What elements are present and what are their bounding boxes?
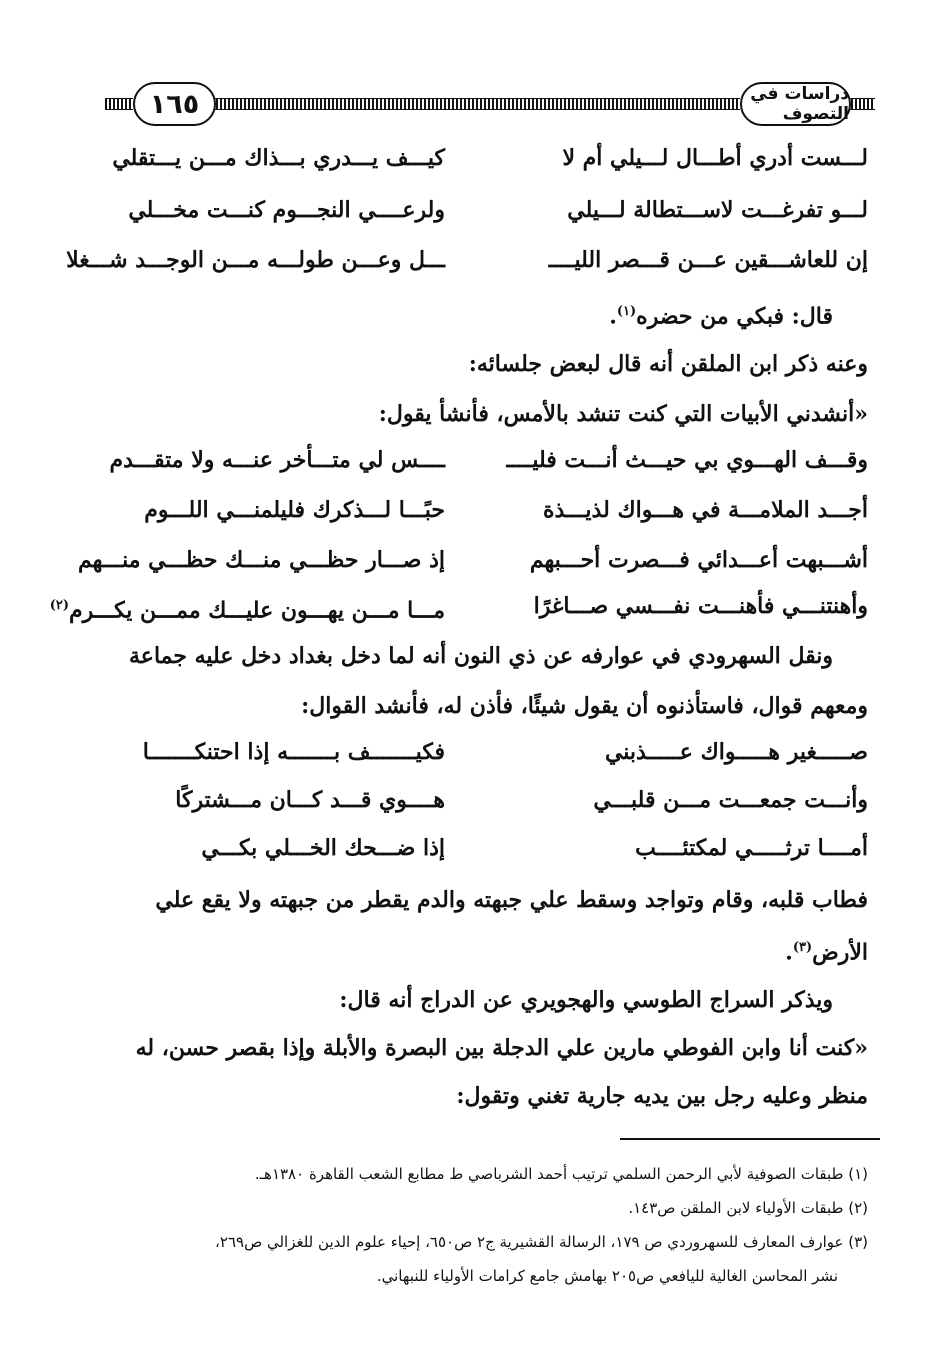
footnote-ref-3: (٣) bbox=[792, 940, 813, 955]
paragraph-3: «أنشدني الأبيات التي كنت تنشد بالأمس، فأنشأ يقول: bbox=[378, 401, 868, 427]
footnote-1: (١) طبقات الصوفية لأبي الرحمن السلمي ترتيب أحمد الشرباصي ط مطابع الشعب القاهرة ١٣٨٠هـ. bbox=[254, 1165, 868, 1183]
verse-1-2-left: ولرعــــي النجـــوم كنـــت مخـــلي bbox=[128, 197, 445, 223]
page-number: ١٦٥ bbox=[133, 82, 216, 126]
paragraph-5-line-1: فطاب قلبه، وقام وتواجد وسقط علي جبهته والدم يقطر من جبهته ولا يقع علي bbox=[155, 887, 868, 913]
paragraph-4-line-2: ومعهم قوال، فاستأذنوه أن يقول شيئًا، فأذن له، فأنشد القوال: bbox=[301, 693, 868, 719]
verse-2-3-right: أشـــبهت أعـــدائي فـــصرت أحـــبهم bbox=[529, 547, 868, 573]
verse-3-3-left: إذا ضـــحك الخـــلي بكـــي bbox=[201, 835, 445, 861]
paragraph-1: قال: فبكي من حضره$^{(١)}$. bbox=[609, 303, 833, 330]
header-rule-middle bbox=[212, 98, 740, 110]
verse-2-3-left: إذ صـــار حظـــي منـــك حظـــي منـــهم bbox=[77, 547, 445, 573]
header-rule-left bbox=[105, 98, 133, 110]
paragraph-7-line-1: «كنت أنا وابن الفوطي مارين علي الدجلة بين البصرة والأبلة وإذا بقصر حسن، له bbox=[135, 1035, 868, 1061]
paragraph-6: ويذكر السراج الطوسي والهجويري عن الدراج أنه قال: bbox=[339, 987, 833, 1013]
footnote-3-line-2: نشر المحاسن الغالية لليافعي ص٢٠٥ بهامش جامع كرامات الأولياء للنبهاني. bbox=[376, 1267, 838, 1285]
book-title: دراسات في التصوف bbox=[740, 82, 851, 126]
paragraph-4-line-1: ونقل السهرودي في عوارفه عن ذي النون أنه لما دخل بغداد دخل عليه جماعة bbox=[129, 643, 833, 669]
verse-2-1-left: ــــس لي متـــأخر عنـــه ولا متقـــدم bbox=[109, 447, 445, 473]
paragraph-5-line-2: الأرض$^{(٣)}$. bbox=[785, 939, 868, 966]
verse-1-2-right: لـــو تفرغـــت لاســـتطالة لـــيلي bbox=[567, 197, 868, 223]
verse-2-4-right: وأهنتنـــي فأهنـــت نفـــسي صـــاغرًا bbox=[533, 593, 868, 619]
verse-1-1-left: كيـــف يـــدري بـــذاك مـــن يـــتقلي bbox=[112, 145, 445, 171]
verse-1-3-right: إن للعاشـــقين عـــن قـــصر الليــــ bbox=[548, 247, 868, 273]
footnote-ref-1: (١) bbox=[616, 304, 637, 319]
verse-3-2-right: وأنـــت جمعـــت مـــن قلبـــي bbox=[593, 787, 868, 813]
footnote-2: (٢) طبقات الأولياء لابن الملقن ص١٤٣. bbox=[628, 1199, 868, 1217]
verse-3-1-left: فكيـــــــف بـــــــه إذا احتنكـــــــا bbox=[142, 739, 445, 765]
verse-3-2-left: هــــوي قـــد كـــان مـــشتركًا bbox=[175, 787, 445, 813]
verse-2-2-left: حبًـــا لـــذكرك فليلمنـــي اللـــوم bbox=[144, 497, 445, 523]
paragraph-1-text: قال: فبكي من حضره bbox=[636, 303, 833, 330]
paragraph-5-line-2-text: الأرض bbox=[812, 939, 868, 966]
verse-1-3-left: ـــل وعـــن طولـــه مـــن الوجـــد شـــغلا bbox=[66, 247, 445, 273]
verse-2-4-left-text: مـــا مـــن يهـــون عليـــك ممـــن يكـــرم bbox=[69, 597, 445, 624]
footnote-separator bbox=[620, 1138, 880, 1140]
footnote-3-line-1: (٣) عوارف المعارف للسهروردي ص ١٧٩، الرسالة القشيرية ج٢ ص٦٥٠، إحياء علوم الدين للغزالي ص٢٦٩، bbox=[215, 1233, 868, 1251]
paragraph-2: وعنه ذكر ابن الملقن أنه قال لبعض جلسائه: bbox=[468, 351, 868, 377]
verse-3-3-right: أمــــا ترثـــــي لمكتئــــب bbox=[635, 835, 868, 861]
verse-2-1-right: وقـــف الهـــوي بي حيـــث أنـــت فليــــ bbox=[506, 447, 868, 473]
paragraph-7-line-2: منظر وعليه رجل بين يديه جارية تغني وتقول: bbox=[456, 1083, 868, 1109]
verse-3-1-right: صـــــغير هـــــواك عـــــذبني bbox=[604, 739, 868, 765]
footnote-ref-2: (٢) bbox=[49, 598, 69, 613]
header-rule-right bbox=[847, 98, 875, 110]
page-header bbox=[105, 72, 875, 134]
verse-2-2-right: أجـــد الملامـــة في هـــواك لذيـــذة bbox=[543, 497, 868, 523]
verse-2-4-left bbox=[49, 586, 445, 630]
verse-1-1-right: لـــست أدري أطـــال لـــيلي أم لا bbox=[562, 145, 868, 171]
